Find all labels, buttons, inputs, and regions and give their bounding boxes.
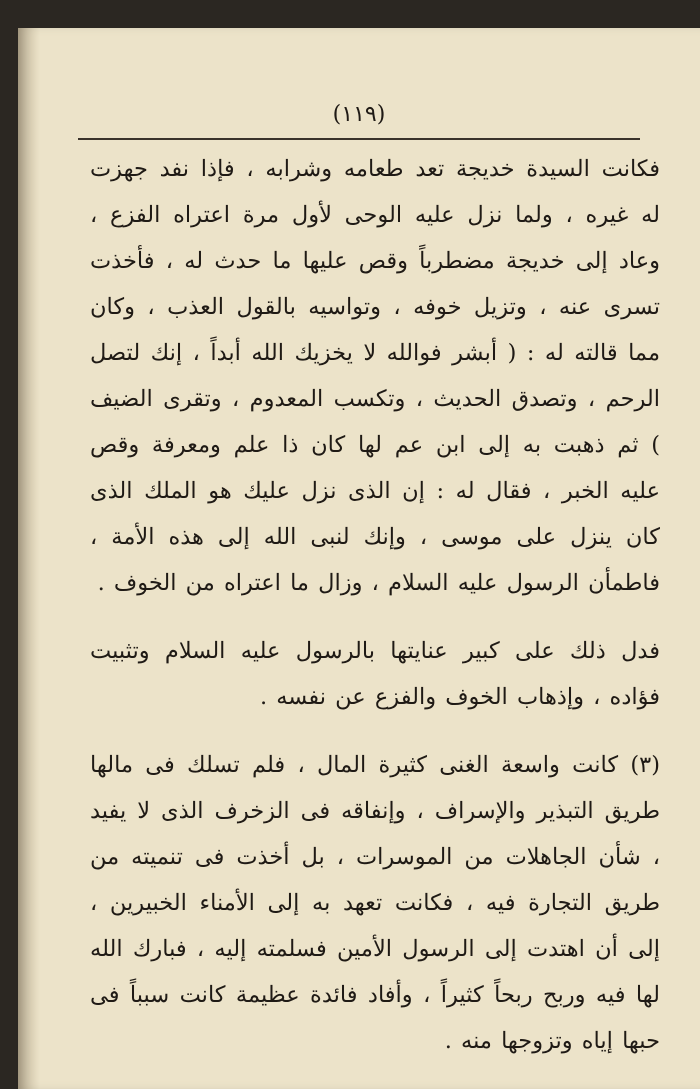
paragraph-khadija-support: فكانت السيدة خديجة تعد طعامه وشرابه ، فإذا نفد جهزت له غيره ، ولما نزل عليه الوحى لأول مرة اعتراه الفزع ، وعاد إلى خديجة مضطرباً وقص عليها ما حدث له ، فأخذت تسرى عنه ، وتزيل خوفه ، وتواسيه بالقول العذب ، وكان مما قالته له : ( أبشر فوالله لا يخزيك الله أبداً ، إنك لتصل الرحم ، وتصدق الحديث ، وتكسب المعدوم ، وتقرى الضيف ) ثم ذهبت به إلى ابن عم لها كان ذا علم ومعرفة وقص عليه الخبر ، فقال له : إن الذى نزل عليك هو الملك الذى كان ينزل على موسى ، وإنك لنبى الله إلى هذه الأمة ، فاطمأن الرسول عليه السلام ، وزال ما اعتراه من الخوف . xyxy=(90,156,660,596)
paragraph-wealth: (٣) كانت واسعة الغنى كثيرة المال ، فلم تسلك فى مالها طريق التبذير والإسراف ، وإنفاقه فى الزخرف الذى لا يفيد ، شأن الجاهلات من الموسرات ، بل أخذت فى تنميته من طريق التجارة فيه ، فكانت تعهد به إلى الأمناء الخبيرين ، إلى أن اهتدت إلى الرسول الأمين فسلمته إليه ، فبارك الله لها فيه وربح ربحاً كثيراً ، وأفاد فائدة عظيمة كانت سبباً فى حبها إياه وتزوجها منه . xyxy=(90,752,660,1054)
page-number: (١١٩) xyxy=(332,102,386,127)
page-content xyxy=(90,146,660,1064)
book-page xyxy=(18,28,700,1089)
page-gutter-shadow xyxy=(18,28,40,1089)
page-header xyxy=(78,88,640,140)
paragraph-conclusion: فدل ذلك على كبير عنايتها بالرسول عليه السلام وتثبيت فؤاده ، وإذهاب الخوف والفزع عن نفسه . xyxy=(90,638,660,710)
